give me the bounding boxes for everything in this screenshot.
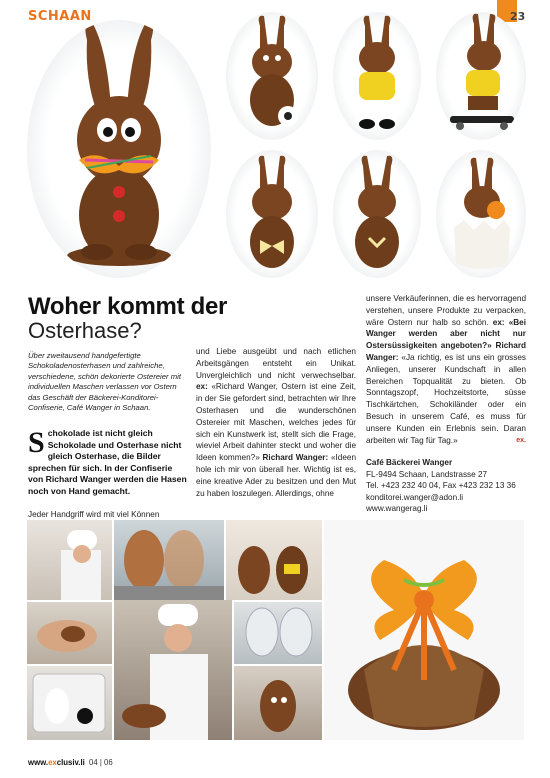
photo-workshop-2 (114, 520, 224, 600)
photo-bunnies-pair (226, 520, 322, 600)
col2-paragraph-3: «Ideen hole ich mir von überall her. Wichtig ist es, eine kreative Ader zu besitzen und den Mut zu haben loszulegen. Allerdings, ohne (196, 453, 356, 498)
article-col3 (366, 293, 526, 446)
col3-paragraph-2: «Bei Wanger werden aber nicht nur Ostersüssigkeiten angeboten?» (366, 317, 526, 351)
contact-name: Café Bäckerei Wanger (366, 458, 453, 467)
contact-email[interactable]: konditorei.wanger@adon.li (366, 492, 464, 502)
photo-molds (234, 602, 322, 664)
photo-bunny-butterfly (226, 150, 318, 278)
lede-text: chokolade ist nicht gleich Schokolade und Osterhase nicht gleich Osterhase, die Bilder sprechen für sich. In der Confiserie von Richard Wanger werden die Hasen noch von Hand gemacht. (28, 428, 187, 496)
col3-speaker-wanger: Richard Wanger: (366, 341, 527, 362)
photo-bunny-soccer (226, 12, 318, 140)
footer-url-suffix: clusiv.li (56, 758, 85, 767)
photo-decorating (234, 666, 322, 740)
article-lede (28, 428, 188, 498)
article-title-line2: Osterhase? (28, 318, 142, 343)
col3-speaker-ex: ex: (492, 317, 505, 327)
article-intro: Über zweitausend handgefertigte Schokoladenosterhasen und zahlreiche, verschiedene, schön dekorierte Ostereier mit individuellen Maschen verlassen vor Ostern das Geschäft der Bäckerei-Konditorei-Confiserie, Café Wanger in Schaan. (28, 351, 181, 413)
footer-url-accent: ex (48, 758, 57, 767)
article-col2 (196, 346, 356, 499)
col2-paragraph-1: und Liebe ausgeübt und nach etlichen Arbeitsgängen entsteht ein Unikat. Unvergleichlich und nicht verwechselbar. (196, 347, 356, 380)
contact-block (366, 457, 526, 515)
photo-bunny-yellow-shirt (333, 12, 421, 140)
col3-paragraph-1: unsere Verkäuferinnen, die es hervorragend verstehen, unsere Produkte zu verpacken, wäre Ostern nur halb so schön. (366, 294, 526, 327)
page-number: 23 (510, 10, 526, 23)
col2-paragraph-2: «Richard Wanger, Ostern ist eine Zeit, in der Sie gefordert sind, betrachten wir Ihre Osterhasen und die wunderschönen Ostereier mit Maschen, welches jedes für sich ein Kunstwerk ist, stellt sich die Frage, wieviel Arbeit dahinter steckt und woher die Ideen kommen?» (196, 382, 356, 463)
photo-big-bunny (27, 20, 211, 278)
col2-speaker-ex: ex: (196, 382, 208, 392)
photo-bunny-skateboard (436, 12, 526, 140)
footer-url-prefix: www. (28, 758, 49, 767)
article-col1-body: Jeder Handgriff wird mit viel Können (28, 510, 160, 519)
signoff: ex. (516, 436, 526, 444)
footer-issue: 04 | 06 (89, 758, 113, 767)
photo-bunny-sitting (333, 150, 421, 278)
photo-chef (114, 600, 232, 740)
photo-gift-basket (324, 520, 524, 740)
dropcap: S (28, 426, 45, 459)
photo-workshop-1 (27, 520, 112, 600)
contact-address: FL-9494 Schaan, Landstrasse 27 (366, 469, 488, 479)
contact-phone: Tel. +423 232 40 04, Fax +423 232 13 36 (366, 481, 516, 491)
photo-bunny-egg (436, 150, 526, 278)
col3-paragraph-3: «Ja richtig, es ist uns ein grosses Anliegen, unserer Kundschaft in allen Bereichen Topqualität zu bieten. Ob Sonntagszopf, Hochzeitstorte, süsse Tischkärtchen, Schokiländer oder ein Besuch in unserem Café, es muss für unsere Kunden ein Erlebnis sein. Daran arbeiten wir Tag für Tag.» (366, 352, 526, 445)
col2-speaker-wanger: Richard Wanger: (262, 453, 329, 463)
article-title-line1: Woher kommt der (28, 293, 228, 320)
section-label: SCHAAN (28, 9, 92, 24)
photo-hands-molding (27, 602, 112, 664)
contact-web[interactable]: www.wangerag.li (366, 504, 428, 514)
photo-mold-open (27, 666, 112, 740)
footer-url[interactable] (28, 758, 85, 767)
